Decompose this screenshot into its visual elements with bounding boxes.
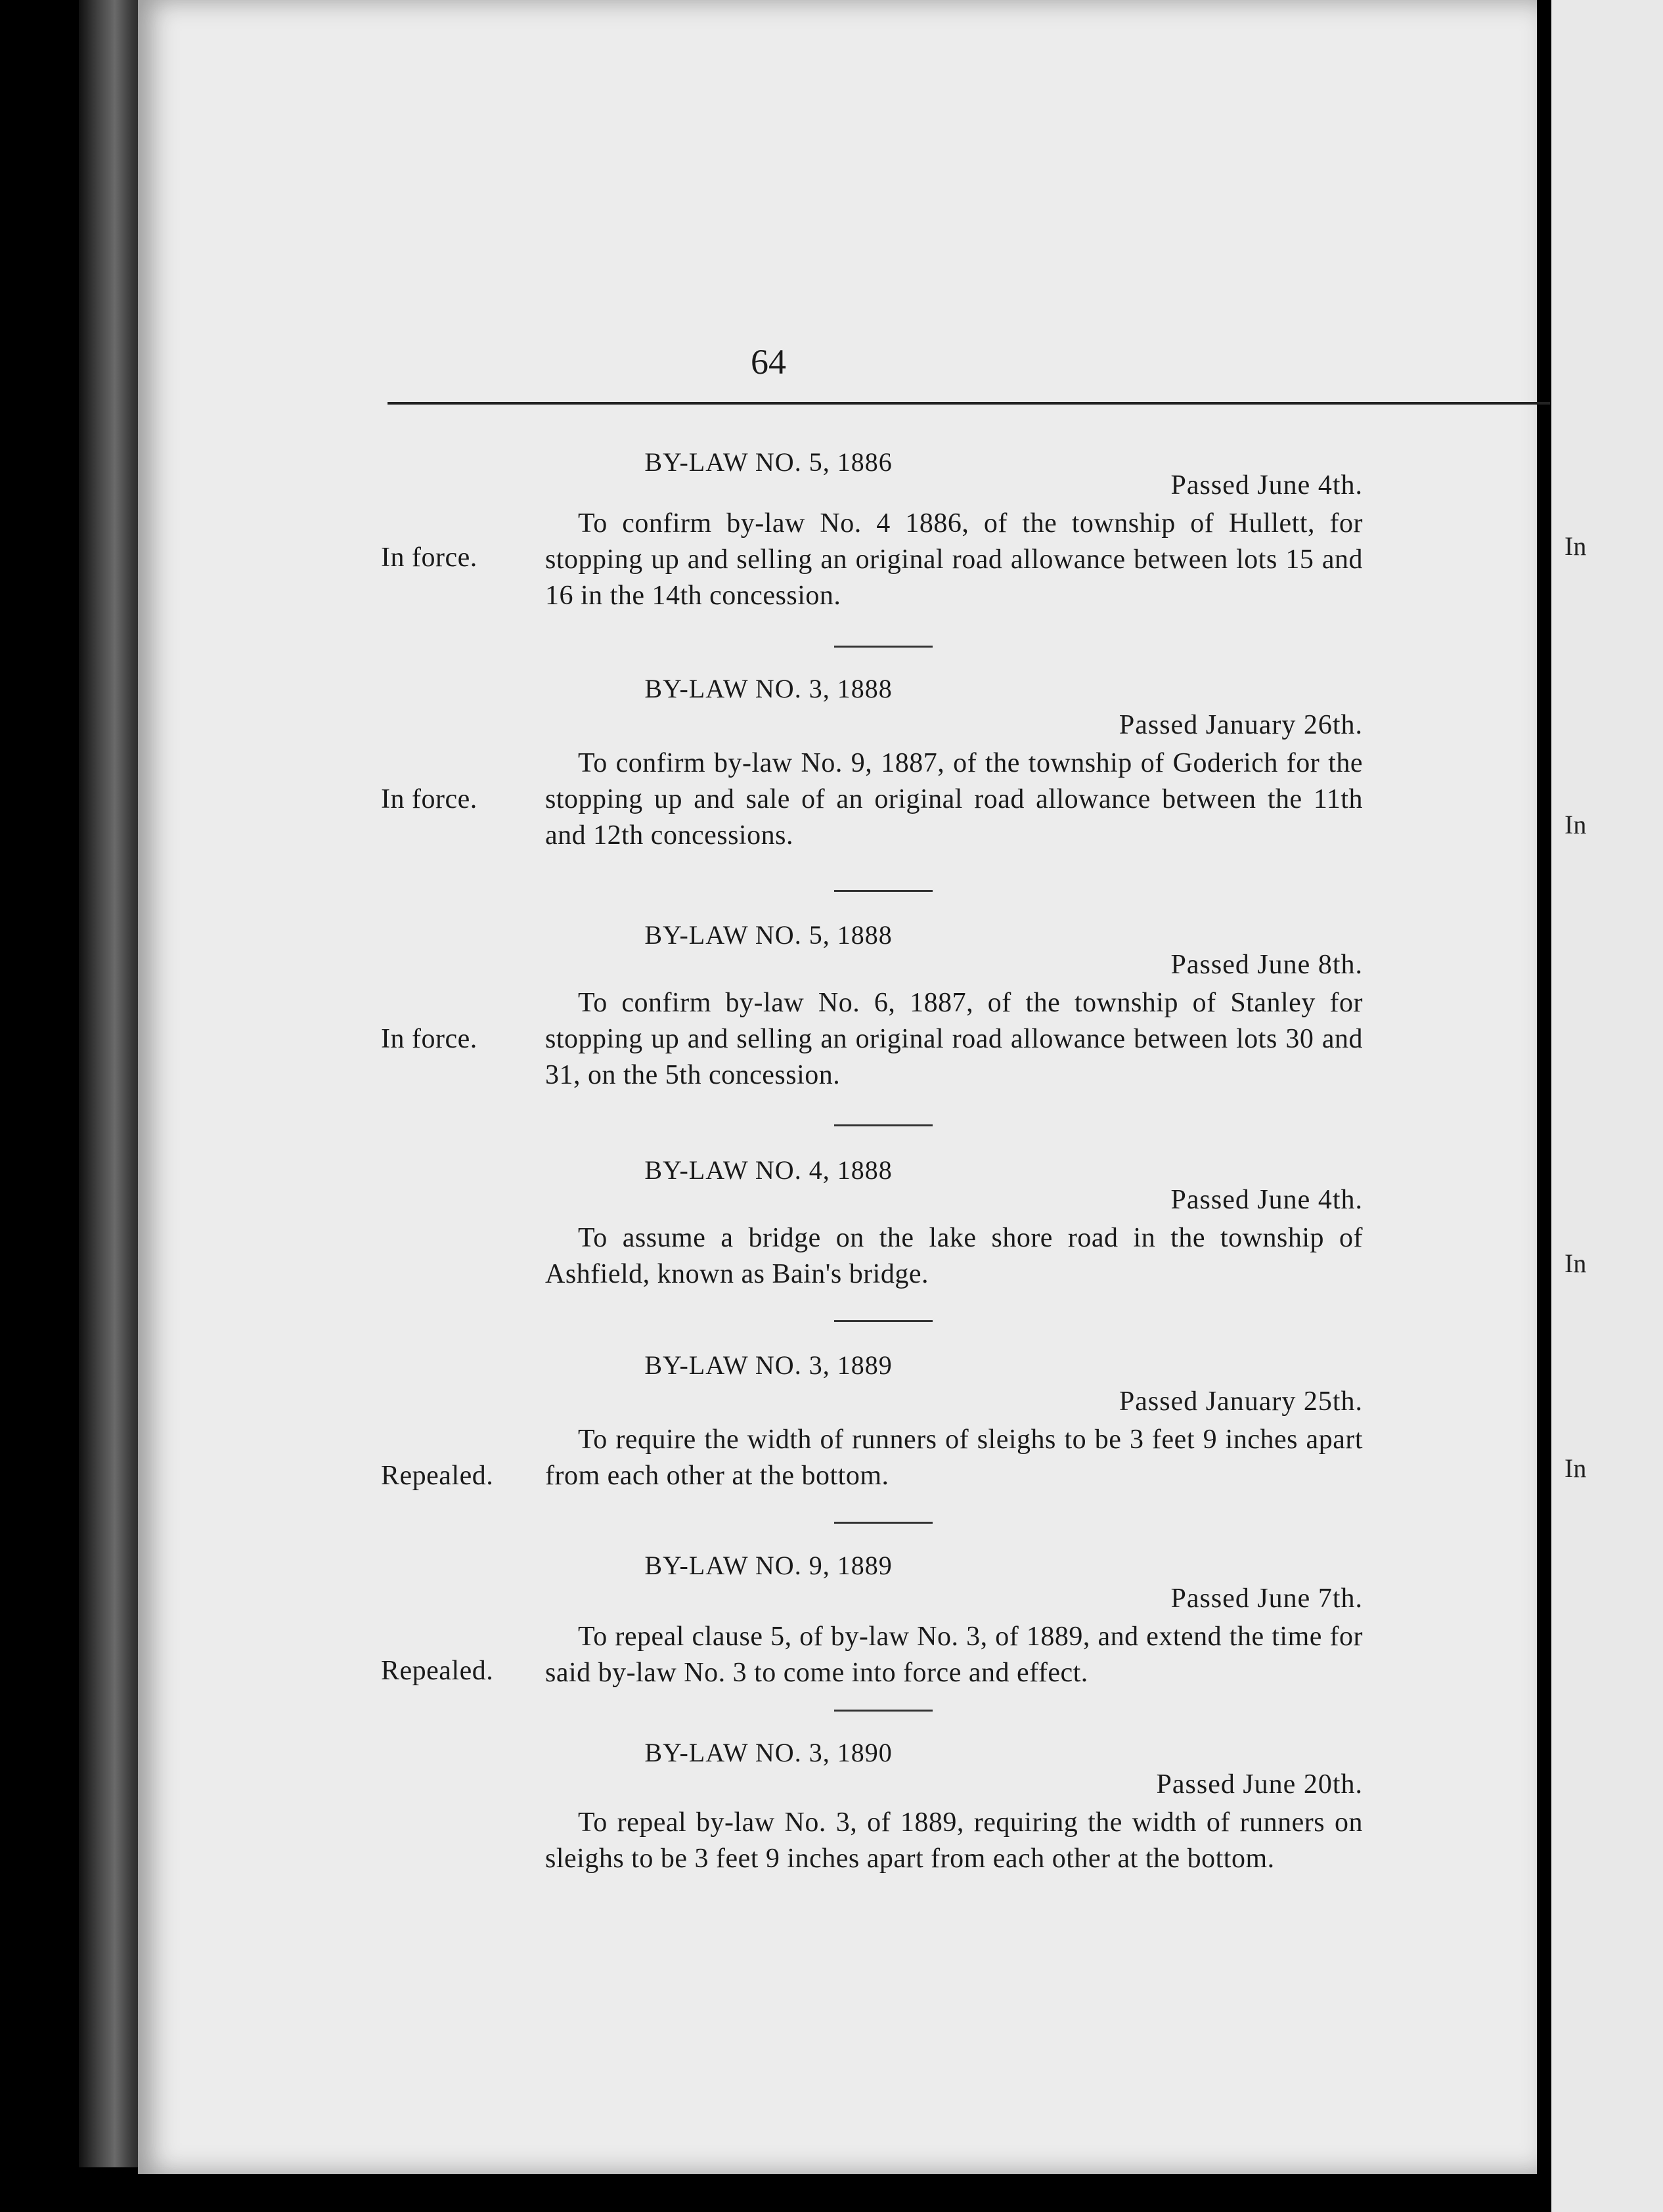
entry-separator: [834, 1320, 933, 1322]
bylaw-text: To repeal clause 5, of by-law No. 3, of 1889, and extend the time for said by-law No. 3 to come into force and effect.: [545, 1622, 1363, 1688]
bylaw-title: BY-LAW NO. 4, 1888: [644, 1155, 893, 1185]
status-note: In force.: [381, 784, 477, 814]
book-page-edges: [79, 0, 144, 2167]
bylaw-text: To repeal by-law No. 3, of 1889, requiring the width of runners on sleighs to be 3 feet 9 inches apart from each other at the bottom.: [545, 1807, 1363, 1874]
adjacent-page-fragment: In: [1564, 1249, 1587, 1278]
bylaw-title: BY-LAW NO. 5, 1888: [644, 920, 893, 950]
document-page: [138, 0, 1537, 2174]
bylaw-text: To confirm by-law No. 9, 1887, of the township of Goderich for the stopping up and sale of an original road allowance between the 11th and 12th concessions.: [545, 748, 1363, 851]
entry-separator: [834, 1522, 933, 1524]
bylaw-title: BY-LAW NO. 3, 1888: [644, 674, 893, 703]
entry-separator: [834, 646, 933, 648]
passed-date: Passed January 26th.: [1119, 710, 1363, 740]
status-note: Repealed.: [381, 1461, 494, 1491]
status-note: In force.: [381, 1024, 477, 1054]
adjacent-page-fragment: In: [1564, 531, 1587, 561]
header-rule: [388, 402, 1550, 405]
page-number: 64: [751, 342, 786, 382]
entry-separator: [834, 890, 933, 892]
adjacent-page-sliver: [1551, 0, 1663, 2212]
bylaw-text: To confirm by-law No. 4 1886, of the township of Hullett, for stopping up and selling an original road allowance between lots 15 and 16 in the 14th concession.: [545, 508, 1363, 611]
entry-separator: [834, 1710, 933, 1712]
passed-date: Passed June 4th.: [1170, 1185, 1363, 1215]
passed-date: Passed January 25th.: [1119, 1386, 1363, 1417]
bylaw-text: To require the width of runners of sleighs to be 3 feet 9 inches apart from each other at the bottom.: [545, 1425, 1363, 1491]
bylaw-text: To assume a bridge on the lake shore road in the township of Ashfield, known as Bain's bridge.: [545, 1223, 1363, 1289]
bylaw-title: BY-LAW NO. 5, 1886: [644, 447, 893, 477]
bylaw-title: BY-LAW NO. 3, 1889: [644, 1350, 893, 1380]
passed-date: Passed June 7th.: [1170, 1583, 1363, 1614]
status-note: Repealed.: [381, 1656, 494, 1686]
status-note: In force.: [381, 542, 477, 573]
adjacent-page-fragment: In: [1564, 1453, 1587, 1483]
entry-separator: [834, 1124, 933, 1126]
bylaw-text: To confirm by-law No. 6, 1887, of the township of Stanley for stopping up and selling an original road allowance between lots 30 and 31, on the 5th concession.: [545, 988, 1363, 1090]
bylaw-title: BY-LAW NO. 3, 1890: [644, 1738, 893, 1767]
passed-date: Passed June 8th.: [1170, 950, 1363, 980]
adjacent-page-fragment: In: [1564, 810, 1587, 839]
bylaw-title: BY-LAW NO. 9, 1889: [644, 1551, 893, 1580]
passed-date: Passed June 4th.: [1170, 470, 1363, 500]
passed-date: Passed June 20th.: [1156, 1769, 1363, 1800]
